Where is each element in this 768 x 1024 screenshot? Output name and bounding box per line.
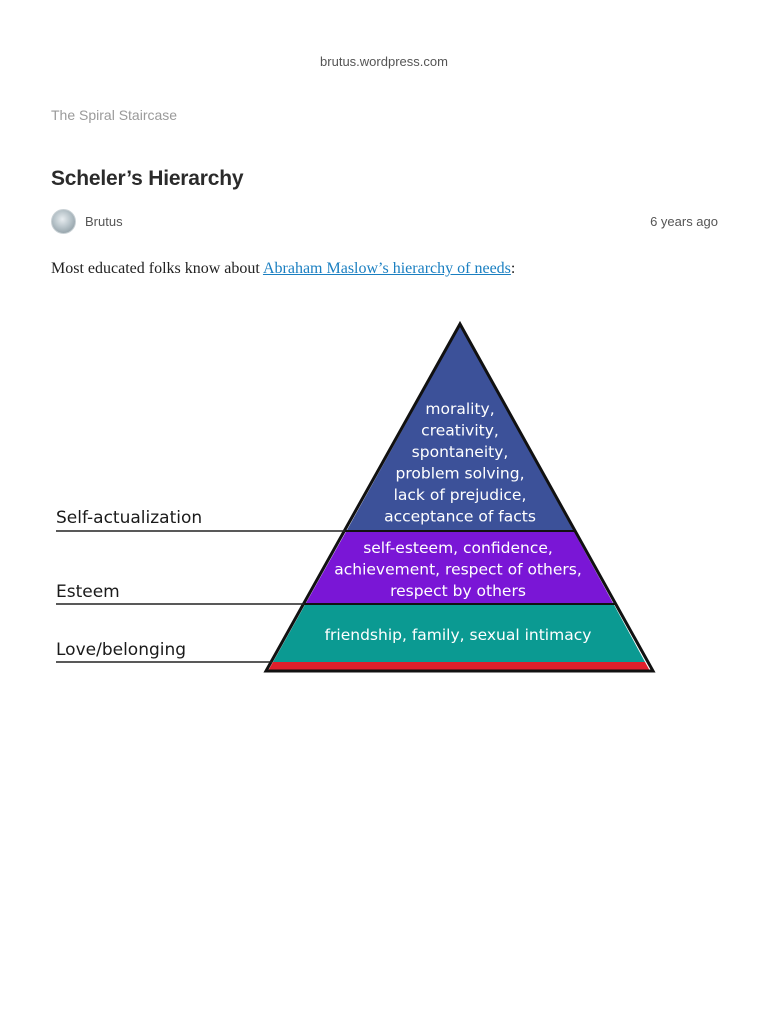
post-title: Scheler’s Hierarchy [51, 167, 244, 190]
byline [51, 208, 718, 236]
author-avatar[interactable] [51, 209, 76, 234]
tier-text-line: spontaneity, [411, 443, 509, 461]
tier-text-line: acceptance of facts [384, 507, 536, 526]
tier-text-line: respect by others [390, 582, 526, 600]
intro-text: Most educated folks know about [51, 260, 263, 277]
tier-text-line: achievement, respect of others, [334, 560, 582, 579]
intro-text-end: : [510, 260, 516, 277]
author-name[interactable]: Brutus [85, 214, 123, 229]
maslow-pyramid-figure[interactable] [0, 310, 768, 690]
tier-text-line: friendship, family, sexual intimacy [324, 626, 592, 644]
tier-text-line: morality, [425, 400, 495, 418]
level-name-love-belonging: Love/belonging [56, 640, 187, 660]
site-name[interactable]: The Spiral Staircase [51, 107, 178, 123]
intro-paragraph [51, 260, 515, 278]
post-time: 6 years ago [650, 214, 718, 229]
tier-text-love-belonging [325, 626, 592, 644]
site-url[interactable]: brutus.wordpress.com [320, 54, 448, 69]
pyramid-svg [0, 310, 768, 690]
tier-text-line: lack of prejudice, [393, 486, 527, 504]
tier-text-line: self-esteem, confidence, [363, 539, 553, 557]
maslow-link[interactable]: Abraham Maslow’s hierarchy of needs [262, 260, 511, 277]
level-name-self-actualization: Self-actualization [56, 508, 203, 528]
tier-text-line: creativity, [421, 421, 499, 440]
level-name-esteem: Esteem [56, 582, 120, 602]
tier-text-line: problem solving, [395, 464, 525, 483]
